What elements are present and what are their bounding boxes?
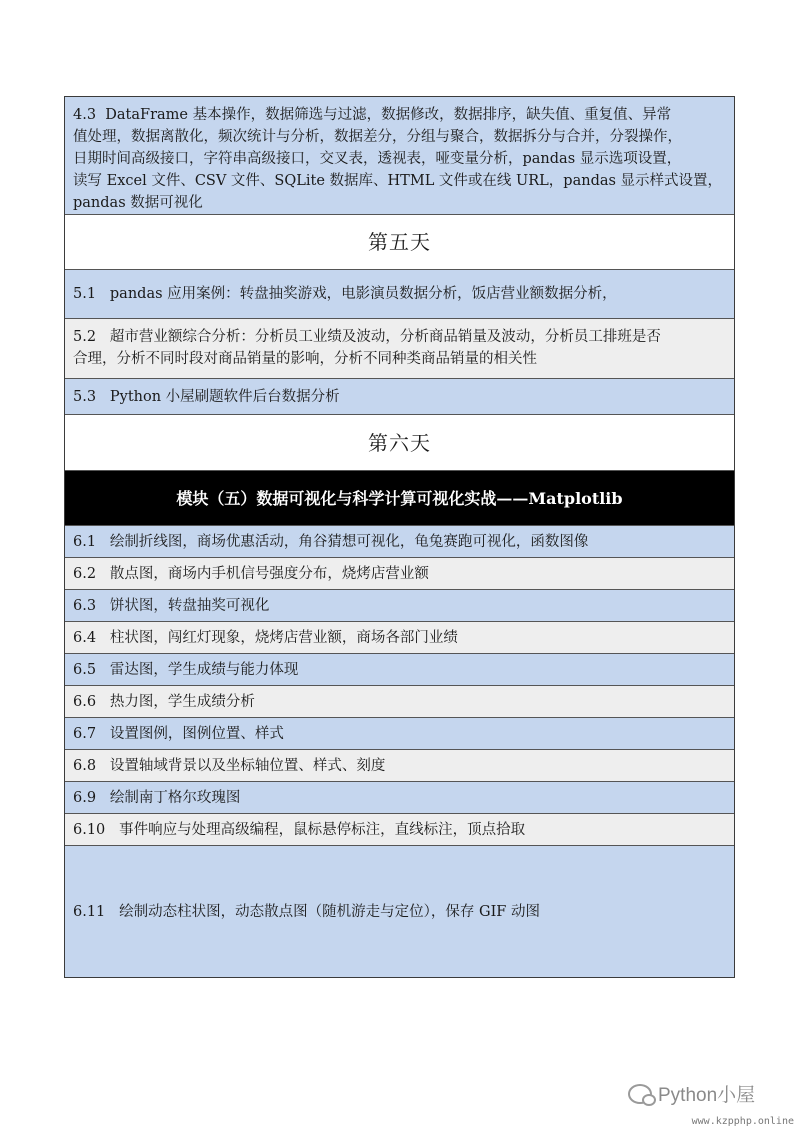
item-text: 散点图，商场内手机信号强度分布，烧烤店营业额	[109, 566, 429, 582]
item-number: 5.3	[73, 389, 97, 405]
item-text: 雷达图，学生成绩与能力体现	[109, 662, 299, 678]
row-4-3-line-2: 值处理，数据离散化，频次统计与分析，数据差分，分组与聚合，数据拆分与合并，分裂操作，	[73, 129, 682, 145]
item-number: 6.2	[73, 566, 97, 582]
wechat-icon	[628, 1084, 652, 1104]
item-number: 6.6	[73, 694, 97, 710]
row-4-3-line-3: 日期时间高级接口，字符串高级接口，交叉表，透视表，哑变量分析，pandas 显示选项设置，	[73, 151, 682, 167]
row-4-3-line-5: pandas 数据可视化	[73, 195, 203, 211]
item-number: 6.3	[73, 598, 97, 614]
watermark-text: Python小屋	[658, 1085, 756, 1106]
item-text: 设置轴域背景以及坐标轴位置、样式、刻度	[109, 758, 386, 774]
item-number: 6.5	[73, 662, 97, 678]
row-6-4	[65, 621, 734, 653]
row-4-3-line-1	[73, 104, 726, 126]
item-text: 绘制动态柱状图，动态散点图（随机游走与定位），保存 GIF 动图	[119, 904, 540, 920]
item-number: 6.4	[73, 630, 97, 646]
item-number: 6.8	[73, 758, 97, 774]
item-text: 设置图例，图例位置、样式	[109, 726, 284, 742]
row-5-2	[65, 318, 734, 378]
row-5-3	[65, 378, 734, 414]
row-6-7	[65, 717, 734, 749]
item-text: pandas 应用案例：转盘抽奖游戏，电影演员数据分析，饭店营业额数据分析，	[109, 286, 617, 302]
item-text: 饼状图，转盘抽奖可视化	[109, 598, 270, 614]
item-text: 绘制南丁格尔玫瑰图	[109, 790, 241, 806]
item-text: 超市营业额综合分析：分析员工业绩及波动，分析商品销量及波动，分析员工排班是否	[109, 329, 661, 345]
item-text: 柱状图，闯红灯现象，烧烤店营业额，商场各部门业绩	[109, 630, 458, 646]
row-6-1	[65, 525, 734, 557]
row-6-3	[65, 589, 734, 621]
item-text: Python 小屋刷题软件后台数据分析	[109, 389, 340, 405]
row-4-3	[65, 97, 734, 214]
row-6-11	[65, 845, 734, 977]
row-6-9	[65, 781, 734, 813]
item-number: 5.2	[73, 329, 97, 345]
item-number: 6.9	[73, 790, 97, 806]
course-outline-table	[64, 96, 735, 978]
module-heading: 模块（五）数据可视化与科学计算可视化实战——Matplotlib	[65, 470, 734, 525]
item-text: 热力图，学生成绩分析	[109, 694, 255, 710]
row-6-5	[65, 653, 734, 685]
item-text: DataFrame 基本操作，数据筛选与过滤，数据修改，数据排序，缺失值、重复值、异常	[105, 107, 672, 123]
row-6-6	[65, 685, 734, 717]
item-number: 6.11	[73, 904, 106, 920]
day-heading: 第六天	[65, 414, 734, 470]
item-number: 6.10	[73, 822, 106, 838]
row-4-3-line-4: 读写 Excel 文件、CSV 文件、SQLite 数据库、HTML 文件或在线 URL，pandas 显示样式设置，	[73, 173, 723, 189]
item-number: 6.7	[73, 726, 97, 742]
item-text: 事件响应与处理高级编程，鼠标悬停标注，直线标注，顶点拾取	[119, 822, 526, 838]
row-5-1	[65, 269, 734, 318]
wechat-watermark	[628, 1080, 755, 1107]
item-text: 绘制折线图，商场优惠活动，角谷猜想可视化，龟兔赛跑可视化，函数图像	[109, 534, 589, 550]
site-watermark: www.kzpphp.online	[691, 1116, 794, 1127]
row-6-2	[65, 557, 734, 589]
item-number: 6.1	[73, 534, 97, 550]
item-text-continued: 合理，分析不同时段对商品销量的影响，分析不同种类商品销量的相关性	[73, 351, 537, 367]
row-6-8	[65, 749, 734, 781]
row-6-10	[65, 813, 734, 845]
day-heading: 第五天	[65, 214, 734, 269]
item-number: 5.1	[73, 286, 97, 302]
item-number: 4.3	[73, 107, 97, 123]
